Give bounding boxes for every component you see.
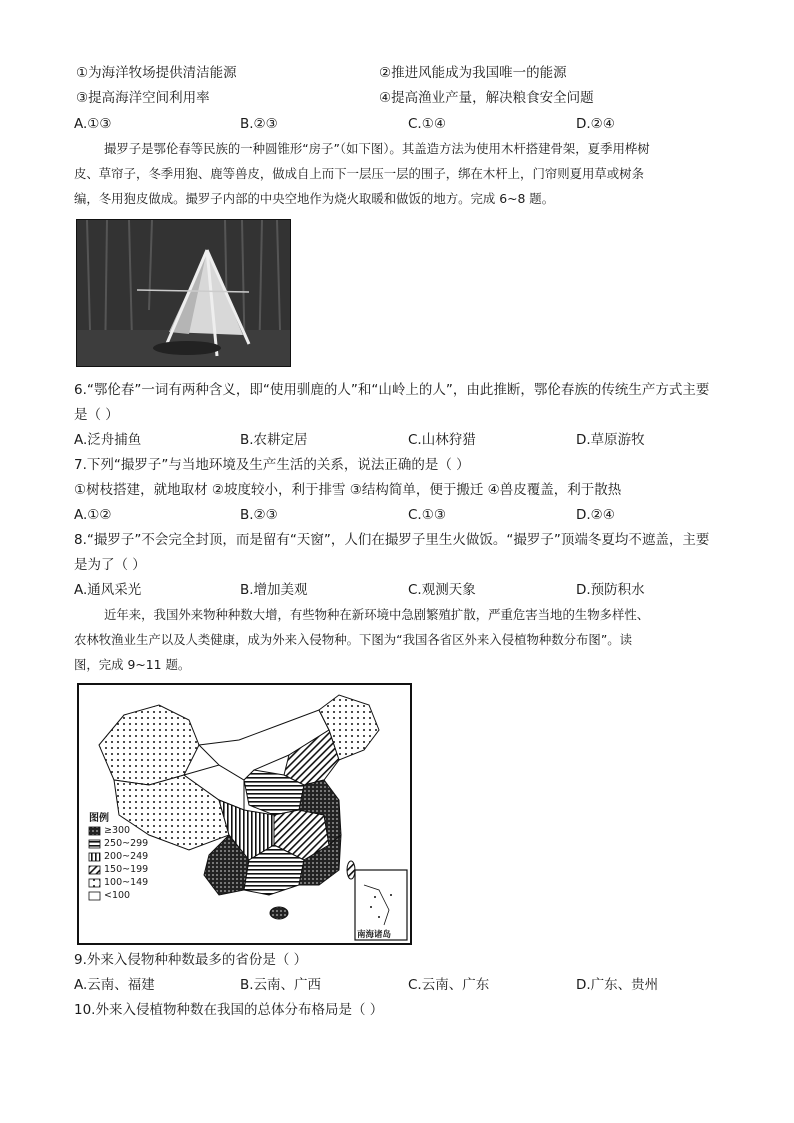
passage2-line-2: 农林牧渔业生产以及人类健康，成为外来入侵物种。下图为“我国各省区外来入侵植物种数分布图”。读 xyxy=(74,632,633,647)
q6-option-a[interactable]: A.泛舟捕鱼 xyxy=(74,432,142,448)
legend-label-5: 100~149 xyxy=(104,877,149,888)
q8-option-d[interactable]: D.预防积水 xyxy=(576,582,645,598)
legend-swatch-200-249 xyxy=(89,853,100,861)
inset-label: 南海诸岛 xyxy=(357,930,392,940)
q5-statement-4: ④提高渔业产量，解决粮食安全问题 xyxy=(379,90,594,106)
legend-swatch-lt100 xyxy=(89,892,100,900)
legend-label-4: 150~199 xyxy=(104,864,149,875)
q9-option-a[interactable]: A.云南、福建 xyxy=(74,977,155,993)
passage1-line-1: 撮罗子是鄂伦春等民族的一种圆锥形“房子”（如下图）。其盖造方法为使用木杆搭建骨架，夏季用桦树 xyxy=(104,141,650,156)
passage2-line-3: 图，完成 9~11 题。 xyxy=(74,657,191,672)
q9-option-b[interactable]: B.云南、广西 xyxy=(240,977,322,993)
q8-option-b[interactable]: B.增加美观 xyxy=(240,582,308,598)
q5-option-a[interactable]: A.①③ xyxy=(74,116,112,132)
q5-option-c[interactable]: C.①④ xyxy=(408,116,446,132)
q8-option-a[interactable]: A.通风采光 xyxy=(74,582,142,598)
legend-swatch-250-299 xyxy=(89,840,100,848)
passage1-line-3: 编，冬用狍皮做成。撮罗子内部的中央空地作为烧火取暖和做饭的地方。完成 6~8 题。 xyxy=(74,191,555,206)
cuoluozi-photo xyxy=(76,219,291,367)
legend-label-1: ≥300 xyxy=(104,825,131,836)
invasive-species-map xyxy=(77,683,412,945)
legend-label-3: 200~249 xyxy=(104,851,149,862)
q7-option-b[interactable]: B.②③ xyxy=(240,507,278,523)
q7-statements: ①树枝搭建，就地取材 ②坡度较小，利于排雪 ③结构简单，便于搬迁 ④兽皮覆盖，利于散热 xyxy=(74,482,622,498)
legend-label-2: 250~299 xyxy=(104,838,149,849)
q8-stem-line-2: 是为了（ ） xyxy=(74,557,146,573)
legend-title: 图例 xyxy=(89,813,109,824)
passage1-line-2: 皮、草帘子，冬季用狍、鹿等兽皮，做成自上而下一层压一层的围子，绑在木杆上，门帘则夏用草或树条 xyxy=(74,166,644,181)
q6-option-d[interactable]: D.草原游牧 xyxy=(576,432,645,448)
legend-label-6: <100 xyxy=(104,890,131,901)
q8-option-c[interactable]: C.观测天象 xyxy=(408,582,476,598)
q5-option-b[interactable]: B.②③ xyxy=(240,116,278,132)
q7-option-d[interactable]: D.②④ xyxy=(576,507,615,523)
legend-swatch-150-199 xyxy=(89,866,100,874)
q7-option-c[interactable]: C.①③ xyxy=(408,507,446,523)
q9-option-d[interactable]: D.广东、贵州 xyxy=(576,977,659,993)
q5-statement-3: ③提高海洋空间利用率 xyxy=(76,90,210,106)
q6-stem-line-2: 是（ ） xyxy=(74,407,119,423)
q7-option-a[interactable]: A.①② xyxy=(74,507,112,523)
legend-swatch-100-149 xyxy=(89,879,100,887)
q8-stem-line-1: 8.“撮罗子”不会完全封顶，而是留有“天窗”，人们在撮罗子里生火做饭。“撮罗子”顶端冬夏均不遮盖，主要 xyxy=(74,532,710,548)
legend-swatch-gte300 xyxy=(89,827,100,835)
q9-option-c[interactable]: C.云南、广东 xyxy=(408,977,490,993)
q7-stem: 7.下列“撮罗子”与当地环境及生产生活的关系，说法正确的是（ ） xyxy=(74,457,470,473)
q6-option-c[interactable]: C.山林狩猎 xyxy=(408,432,476,448)
q5-option-d[interactable]: D.②④ xyxy=(576,116,615,132)
q5-statement-2: ②推进风能成为我国唯一的能源 xyxy=(379,65,567,81)
q10-stem: 10.外来入侵植物种数在我国的总体分布格局是（ ） xyxy=(74,1002,384,1018)
q9-stem: 9.外来入侵物种种数最多的省份是（ ） xyxy=(74,952,308,968)
passage2-line-1: 近年来，我国外来物种种数大增，有些物种在新环境中急剧繁殖扩散，严重危害当地的生物多样性、 xyxy=(104,607,650,622)
q6-option-b[interactable]: B.农耕定居 xyxy=(240,432,308,448)
q5-statement-1: ①为海洋牧场提供清洁能源 xyxy=(76,65,237,81)
q6-stem-line-1: 6.“鄂伦春”一词有两种含义，即“使用驯鹿的人”和“山岭上的人”，由此推断，鄂伦春族的传统生产方式主要 xyxy=(74,382,710,398)
